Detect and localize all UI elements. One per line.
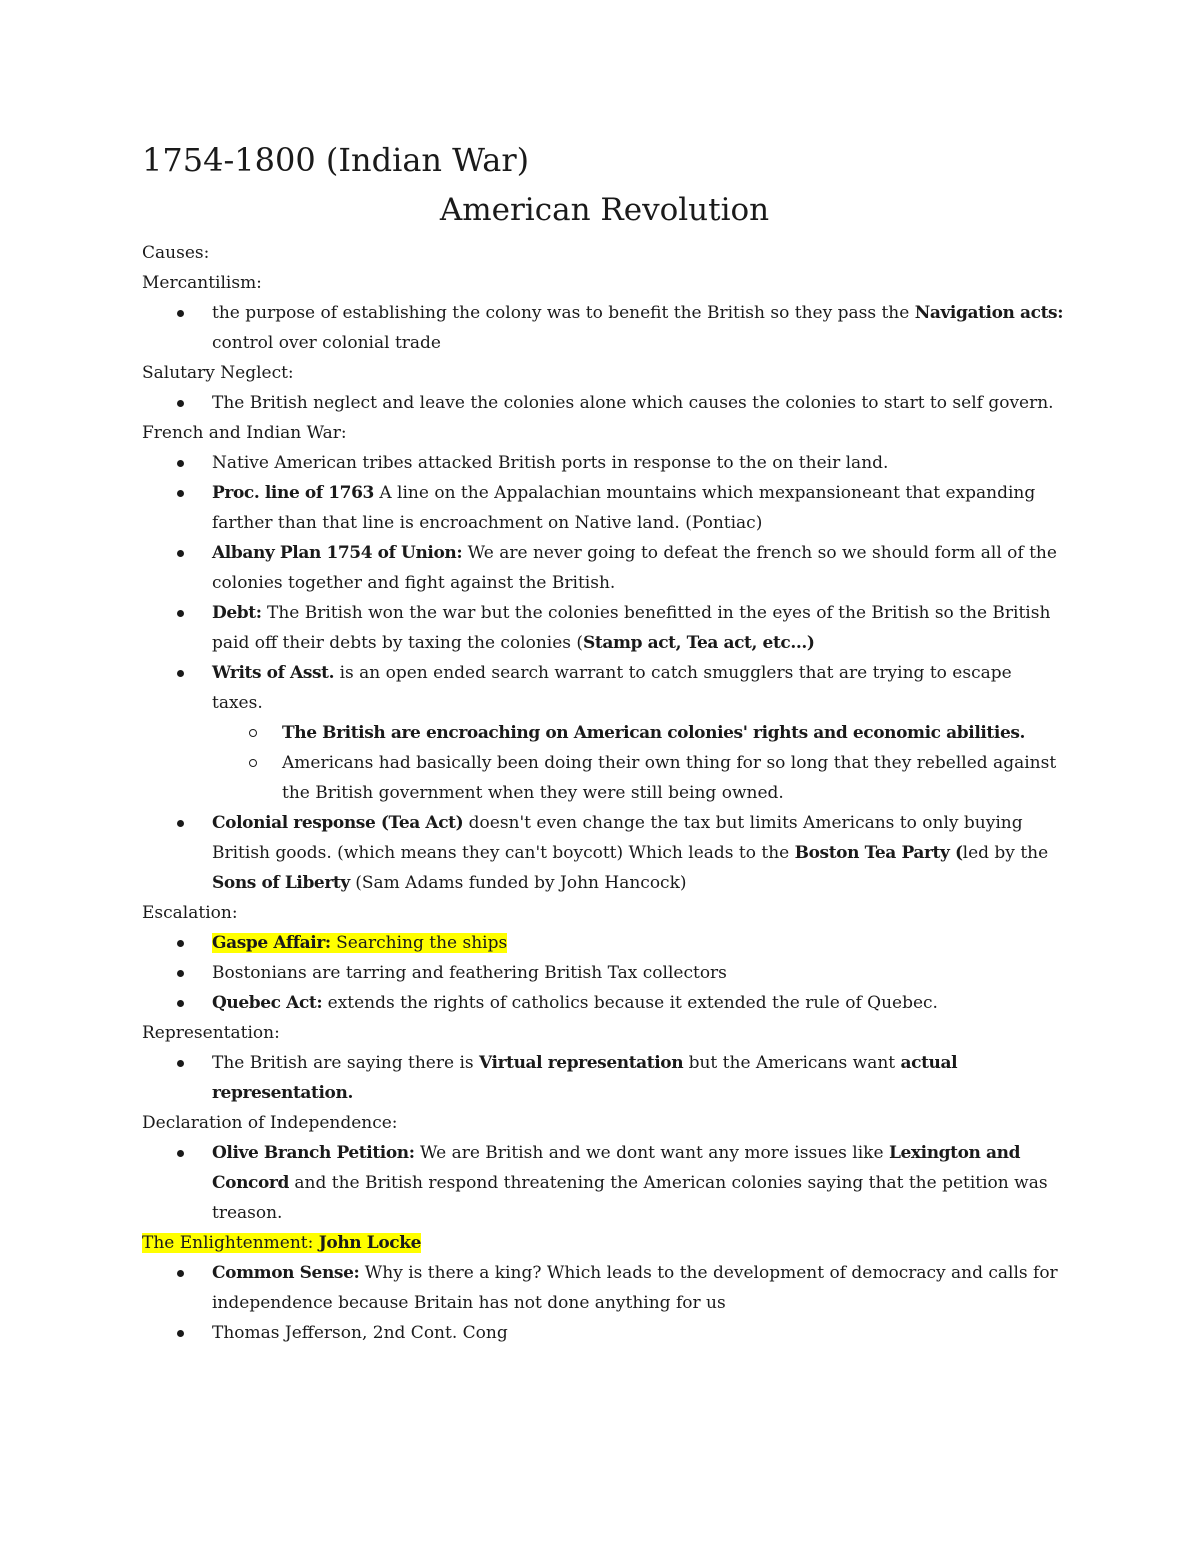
list-item: Colonial response (Tea Act) doesn't even change the tax but limits Americans to only buying British goods. (which means they can't boycott) Which leads to the Boston Tea Party (led by the Sons of Liberty (Sam Adams funded by John Hancock) [212,808,1067,898]
french-indian-list [142,448,1067,898]
list-item: Olive Branch Petition: We are British and we dont want any more issues like Lexington and Concord and the British respond threatening the American colonies saying that the petition was treason. [212,1138,1067,1228]
declaration-heading: Declaration of Independence: [142,1113,398,1133]
french-indian-war-heading: French and Indian War: [142,423,347,443]
document-body [142,140,1067,1348]
sub-list [212,718,1067,808]
sub-list-item: Americans had basically been doing their own thing for so long that they rebelled against the British government when they were still being owned. [282,748,1067,808]
list-item: Quebec Act: extends the rights of catholics because it extended the rule of Quebec. [212,988,1067,1018]
list-item: Proc. line of 1763 A line on the Appalachian mountains which mexpansioneant that expanding farther than that line is encroachment on Native land. (Pontiac) [212,478,1067,538]
causes-heading: Causes: [142,243,210,263]
escalation-list [142,928,1067,1018]
salutary-neglect-heading: Salutary Neglect: [142,363,294,383]
enlightenment-heading: The Enlightenment: John Locke [142,1233,422,1253]
list-item: Thomas Jefferson, 2nd Cont. Cong [212,1318,1067,1348]
list-item: Bostonians are tarring and feathering British Tax collectors [212,958,1067,988]
mercantilism-heading: Mercantilism: [142,273,262,293]
list-item: Native American tribes attacked British ports in response to the on their land. [212,448,1067,478]
salutary-list [142,388,1067,418]
page-title: 1754-1800 (Indian War) [142,141,530,179]
list-item: Albany Plan 1754 of Union: We are never going to defeat the french so we should form all of the colonies together and fight against the British. [212,538,1067,598]
list-item: Gaspe Affair: Searching the ships [212,928,1067,958]
enlightenment-list [142,1258,1067,1348]
list-item: Common Sense: Why is there a king? Which leads to the development of democracy and calls for independence because Britain has not done anything for us [212,1258,1067,1318]
mercantilism-list [142,298,1067,358]
escalation-heading: Escalation: [142,903,238,923]
list-item: The British neglect and leave the colonies alone which causes the colonies to start to self govern. [212,388,1067,418]
list-item: Debt: The British won the war but the colonies benefitted in the eyes of the British so the British paid off their debts by taxing the colonies (Stamp act, Tea act, etc...) [212,598,1067,658]
page-subtitle: American Revolution [439,192,770,228]
representation-list [142,1048,1067,1108]
sub-list-item: The British are encroaching on American colonies' rights and economic abilities. [282,718,1067,748]
declaration-list [142,1138,1067,1228]
list-item: Writs of Asst. is an open ended search warrant to catch smugglers that are trying to escape taxes. The British are encroaching on American colonies' rights and economic abilities. Americans had basically been doing their own thing for so long that they rebelled against the British government when they were still being owned. [212,658,1067,808]
list-item: the purpose of establishing the colony was to benefit the British so they pass the Navigation acts: control over colonial trade [212,298,1067,358]
representation-heading: Representation: [142,1023,280,1043]
list-item: The British are saying there is Virtual representation but the Americans want actual representation. [212,1048,1067,1108]
